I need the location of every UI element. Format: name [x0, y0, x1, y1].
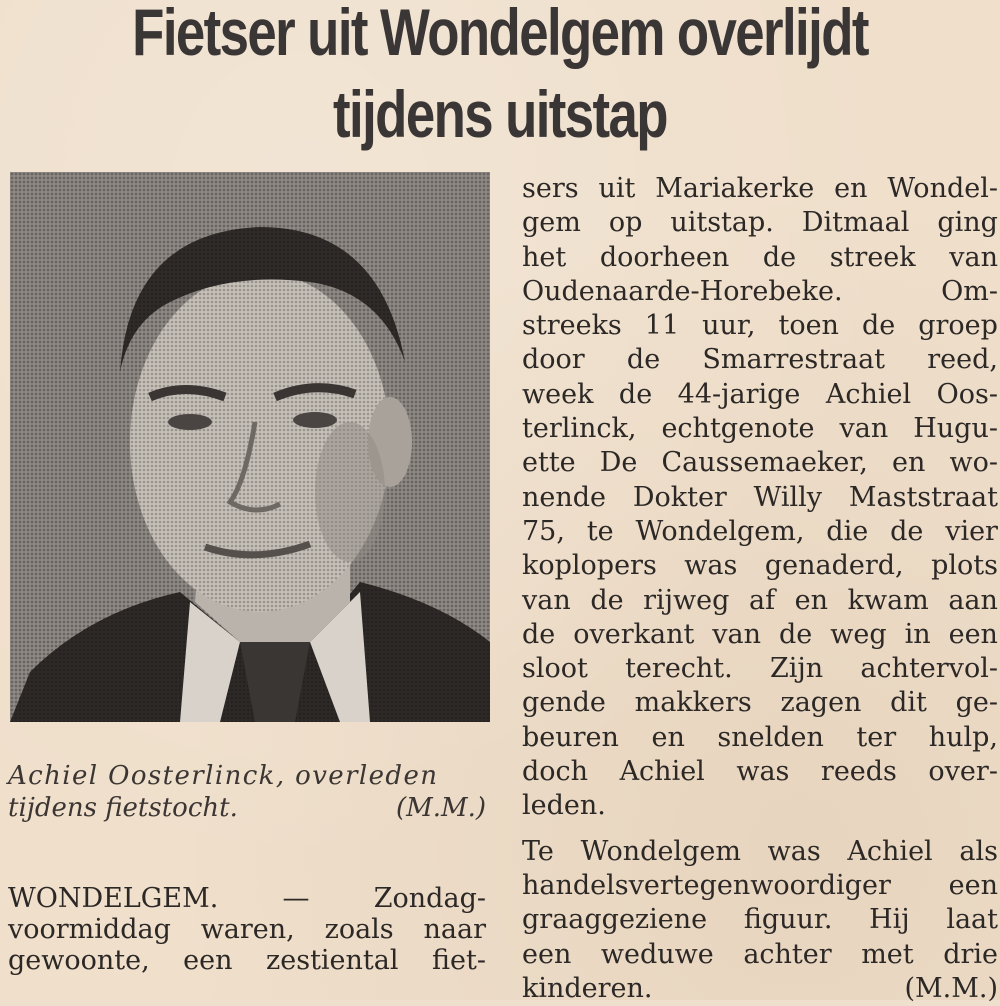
word: uitstap. [670, 207, 774, 239]
word: de [522, 618, 556, 650]
word: de [762, 241, 797, 273]
headline-line-1: Fietser uit Wondelgem overlijdt [132, 0, 868, 69]
right-text-line [522, 412, 998, 446]
word: waren, [200, 914, 295, 945]
right-text-line [522, 275, 998, 309]
portrait-photo [10, 172, 490, 722]
word: reeds [820, 756, 897, 788]
right-text-line [522, 481, 998, 515]
word: Zijn [769, 653, 824, 685]
word: af [749, 584, 776, 616]
word: van [949, 241, 998, 273]
word: als [959, 835, 998, 867]
word: voormiddag [8, 914, 171, 945]
caption-line-1 [8, 760, 486, 792]
word: de [618, 378, 653, 410]
right-text-line [522, 206, 998, 240]
word: Oos- [936, 378, 998, 410]
word: aan [948, 584, 998, 616]
word: gewoonte, [8, 945, 150, 976]
word: weg [830, 618, 887, 650]
word: rijweg [643, 584, 730, 616]
word: gem [522, 207, 581, 239]
word: en [891, 447, 926, 479]
word: Te [522, 835, 554, 867]
word: Maststraat [848, 481, 998, 513]
word: terecht. [625, 653, 733, 685]
word: Smarrestraat [702, 344, 886, 376]
article-right-column [522, 172, 998, 1006]
word: doch [522, 756, 589, 788]
word: dit [890, 687, 927, 719]
right-text-line [522, 515, 998, 549]
word: een [948, 869, 998, 901]
word: sers [522, 173, 579, 204]
word: 75, [522, 515, 565, 547]
word: Hij [869, 904, 910, 936]
right-text-line [522, 378, 998, 412]
word: WONDELGEM. [8, 883, 219, 914]
word: was [767, 835, 821, 867]
word: handelsvertegenwoordiger [522, 869, 891, 901]
word: een [948, 618, 998, 650]
word: laat [946, 904, 998, 936]
word: was [736, 756, 790, 788]
word: weduwe [600, 938, 714, 970]
word: het [522, 241, 567, 273]
word: zestiental [266, 945, 399, 976]
word: de [590, 584, 624, 616]
word: Wondel- [887, 173, 998, 204]
word: vier [945, 515, 998, 547]
word: Zondag- [373, 883, 486, 914]
word: Dokter [632, 481, 727, 513]
word: figuur. [743, 904, 833, 936]
word: over- [928, 756, 998, 788]
word: Achiel [847, 835, 933, 867]
word: terlinck, [522, 413, 637, 445]
word: genaderd, [764, 550, 904, 582]
word: door [522, 344, 585, 376]
word: ging [937, 207, 998, 239]
word: Wondelgem [580, 835, 741, 867]
word: van [839, 413, 889, 445]
word: was [684, 550, 738, 582]
word: en [651, 721, 685, 753]
right-text-line [522, 755, 998, 789]
word: ge- [955, 687, 998, 719]
right-text-line [522, 869, 998, 903]
right-text-line [522, 721, 998, 755]
word: overkant [573, 618, 695, 650]
word: hulp, [928, 721, 998, 753]
right-text-line [522, 343, 998, 377]
word: achter [743, 938, 832, 970]
word: die [826, 515, 869, 547]
right-text-line [522, 652, 998, 686]
left-text-line [8, 914, 486, 945]
right-text-line [522, 686, 998, 720]
caption-text-2: tijdens fietstocht. [8, 793, 238, 823]
portrait-illustration [10, 172, 490, 722]
word: een [183, 945, 233, 976]
word: van [712, 618, 762, 650]
left-text-line [8, 883, 486, 914]
word: Wondelgem, [635, 515, 805, 547]
word: de [779, 618, 813, 650]
word: — [282, 883, 310, 914]
photo-caption [8, 760, 486, 824]
word: streeks [522, 310, 622, 342]
word: van [522, 584, 571, 616]
word: Achiel [619, 756, 705, 788]
word: streek [829, 241, 916, 273]
article-credit: (M.M.) [904, 972, 998, 1004]
right-text-line-end [522, 789, 998, 823]
word: 11 [644, 310, 680, 342]
right-text-line [522, 903, 998, 937]
word: Oudenaarde-Horebeke. [522, 275, 843, 307]
article-left-column [8, 883, 486, 976]
word: Willy [753, 481, 823, 513]
word: naar [423, 914, 486, 945]
right-text-line [522, 446, 998, 480]
word: met [861, 938, 914, 970]
word: ette [522, 447, 576, 479]
word: snelden [717, 721, 824, 753]
word: op [608, 207, 643, 239]
word: en [834, 173, 868, 204]
right-text-line [522, 584, 998, 618]
caption-line-2 [8, 792, 486, 824]
right-text-line-end [522, 972, 998, 1006]
word: gende [522, 687, 606, 719]
word: en [794, 584, 829, 616]
right-text-line [522, 618, 998, 652]
headline-line-2: tijdens uitstap [333, 77, 667, 151]
right-text-line [522, 172, 998, 206]
word: leden. [522, 790, 606, 822]
word: toen [778, 310, 839, 342]
word: uit [598, 173, 636, 204]
word: ter [856, 721, 897, 753]
right-text-line [522, 309, 998, 343]
word: een [522, 938, 572, 970]
word: 44-jarige [677, 378, 801, 410]
word: in [904, 618, 931, 650]
word: wo- [949, 447, 998, 479]
word: achtervol- [860, 653, 998, 685]
word: te [586, 515, 614, 547]
word: de [626, 344, 661, 376]
caption-text-1: Achiel Oosterlinck, overleden [8, 761, 439, 791]
word: Mariakerke [655, 173, 815, 204]
word: drie [943, 938, 998, 970]
left-text-line [8, 945, 486, 976]
word: beuren [522, 721, 619, 753]
word: de [890, 515, 924, 547]
word: sloot [522, 653, 588, 685]
word: Ditmaal [801, 207, 910, 239]
word: uur, [702, 310, 756, 342]
right-text-line [522, 835, 998, 869]
word: reed, [927, 344, 998, 376]
word: doorheen [599, 241, 730, 273]
word: Achiel [825, 378, 912, 410]
right-text-line [522, 241, 998, 275]
word: zoals [324, 914, 394, 945]
word: week [522, 378, 594, 410]
paragraph-gap [522, 824, 998, 835]
word: kinderen. [522, 972, 653, 1004]
word: De [599, 447, 638, 479]
caption-credit: (M.M.) [395, 793, 486, 823]
word: makkers [634, 687, 752, 719]
word: kwam [847, 584, 929, 616]
word: de [861, 310, 896, 342]
word: echtgenote [661, 413, 815, 445]
word: nende [522, 481, 607, 513]
word: groep [918, 310, 998, 342]
right-text-line [522, 549, 998, 583]
word: koplopers [522, 550, 657, 582]
word: zagen [780, 687, 862, 719]
word: Om- [941, 275, 998, 307]
word: Caussemaeker, [661, 447, 868, 479]
right-text-line [522, 938, 998, 972]
word: graaggeziene [522, 904, 708, 936]
word: Hugu- [913, 413, 998, 445]
word: plots [931, 550, 998, 582]
word: fiet- [432, 945, 486, 976]
